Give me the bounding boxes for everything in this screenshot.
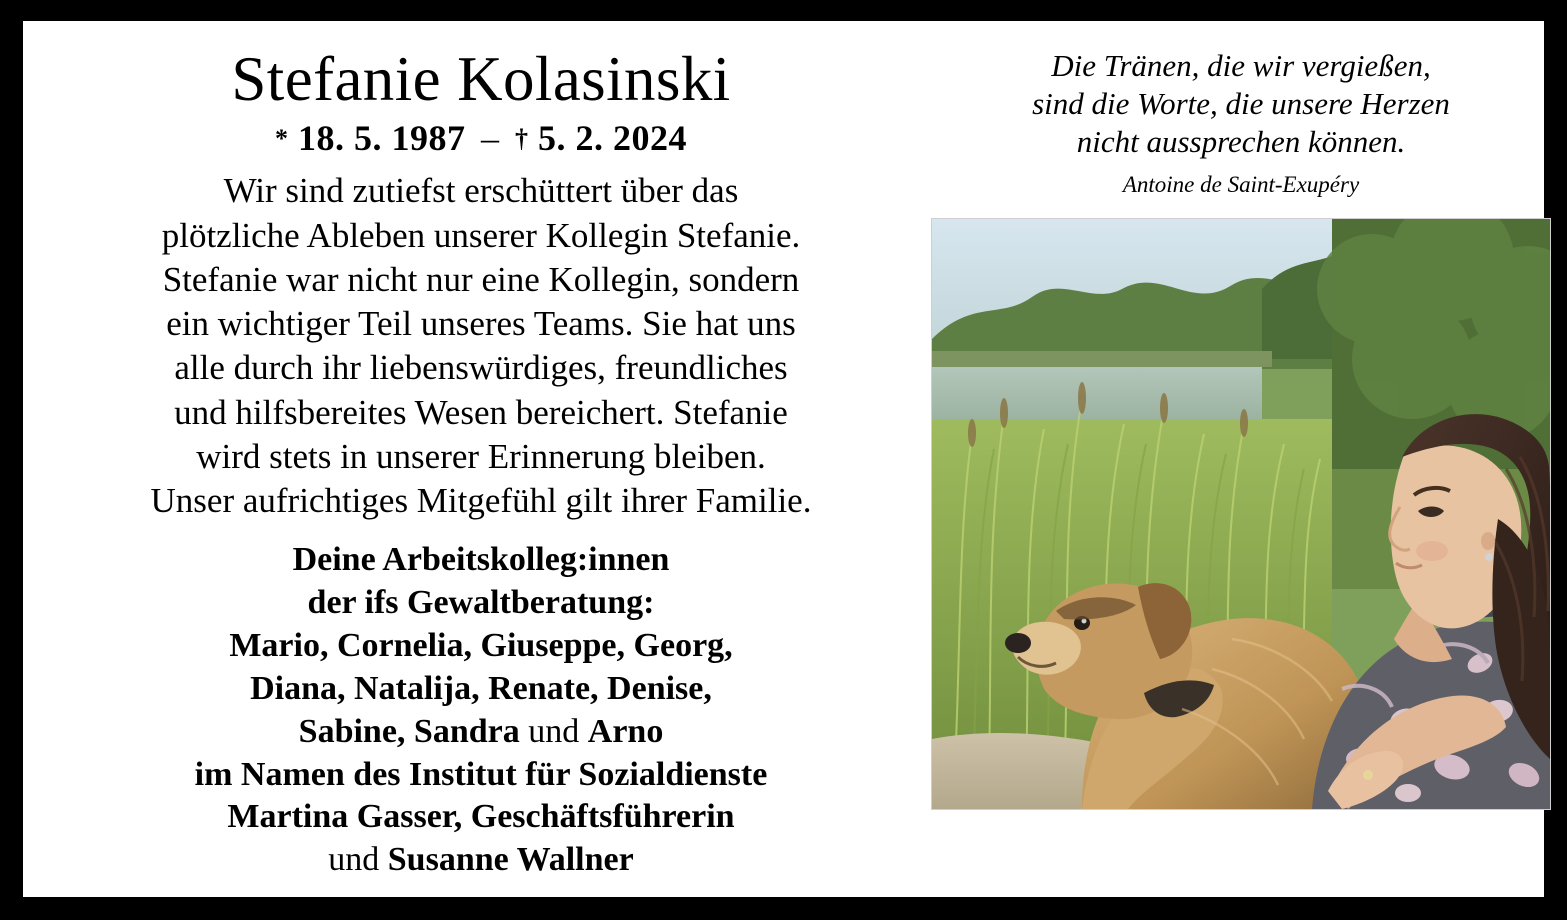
signers-line: Deine Arbeitskolleg:innen [292, 541, 670, 579]
signers-line: Martina Gasser, Geschäftsführerin [227, 798, 735, 836]
signers-conjunction: und [328, 841, 388, 879]
quote-line: nicht aussprechen können. [1076, 123, 1406, 159]
signers-names: Sabine, Sandra [298, 712, 520, 750]
signers-line-mixed [51, 711, 911, 754]
memorial-photo-illustration [932, 219, 1550, 809]
birth-date: 18. 5. 1987 [298, 118, 466, 159]
signers-line: im Namen des Institut für Sozialdienste [194, 755, 768, 793]
birth-symbol: * [275, 124, 289, 154]
notice-right-column [921, 33, 1557, 885]
body-line: ein wichtiger Teil unseres Teams. Sie hat uns [166, 304, 796, 344]
quote-author: Antoine de Saint-Exupéry [1122, 172, 1360, 198]
quote-line: sind die Worte, die unsere Herzen [1032, 85, 1450, 121]
signers-block [51, 539, 911, 882]
body-line: plötzliche Ableben unserer Kollegin Stefanie. [161, 215, 801, 255]
date-separator: – [481, 118, 500, 159]
body-line: Wir sind zutiefst erschüttert über das [223, 171, 739, 211]
signers-line: Mario, Cornelia, Giuseppe, Georg, [229, 627, 733, 665]
deceased-name: Stefanie Kolasinski [231, 44, 731, 114]
signers-conjunction: und [519, 712, 588, 750]
quote-line: Die Tränen, die wir vergießen, [1051, 48, 1431, 83]
body-line: alle durch ihr liebenswürdiges, freundliches [174, 348, 788, 388]
notice-left-column [41, 33, 921, 885]
notice-card [20, 18, 1547, 900]
condolence-body [51, 169, 911, 523]
life-dates [51, 117, 911, 159]
body-line: Stefanie war nicht nur eine Kollegin, sondern [162, 259, 800, 299]
signers-line-last [51, 839, 911, 882]
memorial-quote [931, 47, 1551, 160]
signers-line: der ifs Gewaltberatung: [307, 584, 655, 622]
signers-name-susanne: Susanne Wallner [387, 841, 634, 879]
memorial-photo [931, 218, 1551, 810]
signers-name-arno: Arno [587, 712, 664, 750]
body-line: und hilfsbereites Wesen bereichert. Stefanie [174, 392, 788, 432]
body-line: wird stets in unserer Erinnerung bleiben. [196, 436, 766, 476]
death-date: 5. 2. 2024 [538, 118, 687, 159]
signers-line: Diana, Natalija, Renate, Denise, [250, 669, 712, 707]
body-line: Unser aufrichtiges Mitgefühl gilt ihrer Familie. [150, 481, 812, 521]
death-symbol: † [515, 124, 529, 154]
